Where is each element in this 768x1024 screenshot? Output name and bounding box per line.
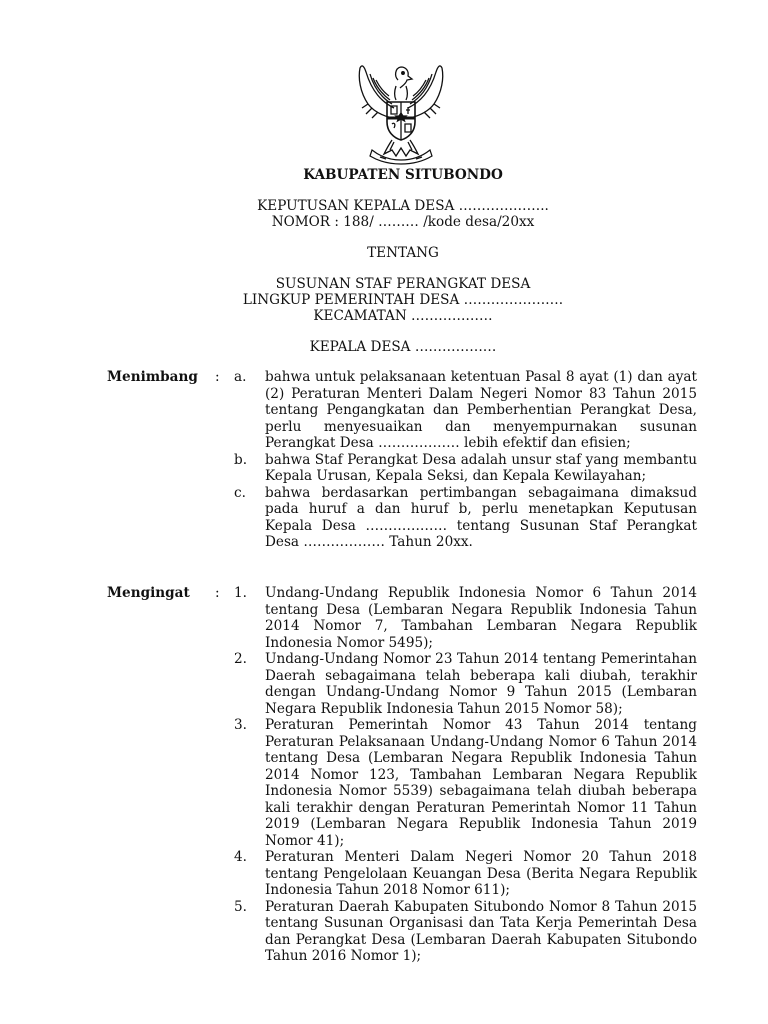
list-item bbox=[234, 452, 697, 485]
item-marker: 5. bbox=[234, 898, 247, 915]
menimbang-list bbox=[234, 369, 697, 551]
subject-line-2: LINGKUP PEMERINTAH DESA …………………. bbox=[242, 292, 564, 308]
subject-line-3: KECAMATAN ……………… bbox=[313, 308, 493, 324]
item-text: bahwa Staf Perangkat Desa adalah unsur staf yang membantu Kepala Urusan, Kepala Seksi, dan Kepala Kewilayahan; bbox=[265, 451, 697, 484]
item-text: Peraturan Daerah Kabupaten Situbondo Nomor 8 Tahun 2015 tentang Susunan Organisasi dan Tata Kerja Pemerintah Desa dan Perangkat Desa (Lembaran Daerah Kabupaten Situbondo Tahun 2016 Nomor 1); bbox=[265, 898, 697, 964]
list-item bbox=[234, 485, 697, 551]
subject-line-1: SUSUNAN STAF PERANGKAT DESA bbox=[275, 276, 531, 292]
issuer-heading: KEPALA DESA ……………… bbox=[309, 339, 497, 355]
menimbang-colon: : bbox=[215, 369, 220, 385]
item-text: bahwa untuk pelaksanaan ketentuan Pasal 8 ayat (1) dan ayat (2) Peraturan Menteri Dalam Negeri Nomor 83 Tahun 2015 tentang Pengangkatan dan Pemberhentian Perangkat Desa, perlu menyesuaikan dan menyempurnakan susunan Perangkat Desa ……………… lebih efektif dan efisien; bbox=[265, 369, 697, 451]
item-marker: a. bbox=[234, 369, 247, 385]
list-item bbox=[234, 585, 697, 651]
item-marker: 1. bbox=[234, 585, 247, 601]
item-marker: 4. bbox=[234, 849, 247, 865]
item-marker: 2. bbox=[234, 651, 247, 667]
item-marker: b. bbox=[234, 451, 248, 468]
list-item bbox=[234, 651, 697, 717]
item-marker: c. bbox=[234, 484, 246, 501]
garuda-pancasila-emblem-icon bbox=[342, 58, 460, 166]
list-item bbox=[234, 899, 697, 965]
mengingat-label: Mengingat bbox=[107, 585, 190, 601]
decree-number: NOMOR : 188/ ……… /kode desa/20xx bbox=[271, 214, 535, 230]
decree-title: KEPUTUSAN KEPALA DESA ……………….. bbox=[257, 198, 549, 214]
item-text: bahwa berdasarkan pertimbangan sebagaimana dimaksud pada huruf a dan huruf b, perlu menetapkan Keputusan Kepala Desa ……………… tentang Susunan Staf Perangkat Desa ……………… Tahun 20xx. bbox=[265, 484, 697, 550]
item-text: Peraturan Pemerintah Nomor 43 Tahun 2014 tentang Peraturan Pelaksanaan Undang-Undang Nomor 6 Tahun 2014 tentang Desa (Lembaran Negara Republik Indonesia Tahun 2014 Nomor 123, Tambahan Lembaran Negara Republik Indonesia Nomor 5539) sebagaimana telah diubah beberapa kali terakhir dengan Peraturan Pemerintah Nomor 11 Tahun 2019 (Lembaran Negara Republik Indonesia Tahun 2019 Nomor 41); bbox=[265, 717, 697, 849]
item-text: Peraturan Menteri Dalam Negeri Nomor 20 Tahun 2018 tentang Pengelolaan Keuangan Desa (Berita Negara Republik Indonesia Tahun 2018 Nomor 611); bbox=[265, 849, 697, 898]
item-marker: 3. bbox=[234, 717, 247, 733]
list-item bbox=[234, 369, 697, 452]
about-heading: TENTANG bbox=[367, 245, 439, 261]
regency-title: KABUPATEN SITUBONDO bbox=[303, 167, 503, 183]
item-text: Undang-Undang Nomor 23 Tahun 2014 tentang Pemerintahan Daerah sebagaimana telah beberapa kali diubah, terakhir dengan Undang-Undang Nomor 9 Tahun 2015 (Lembaran Negara Republik Indonesia Tahun 2015 Nomor 58); bbox=[265, 651, 697, 717]
menimbang-label: Menimbang bbox=[107, 369, 198, 385]
mengingat-list bbox=[234, 585, 697, 965]
item-text: Undang-Undang Republik Indonesia Nomor 6 Tahun 2014 tentang Desa (Lembaran Negara Republik Indonesia Tahun 2014 Nomor 7, Tambahan Lembaran Negara Republik Indonesia Nomor 5495); bbox=[265, 585, 697, 651]
list-item bbox=[234, 717, 697, 849]
list-item bbox=[234, 849, 697, 899]
mengingat-colon: : bbox=[215, 585, 220, 601]
